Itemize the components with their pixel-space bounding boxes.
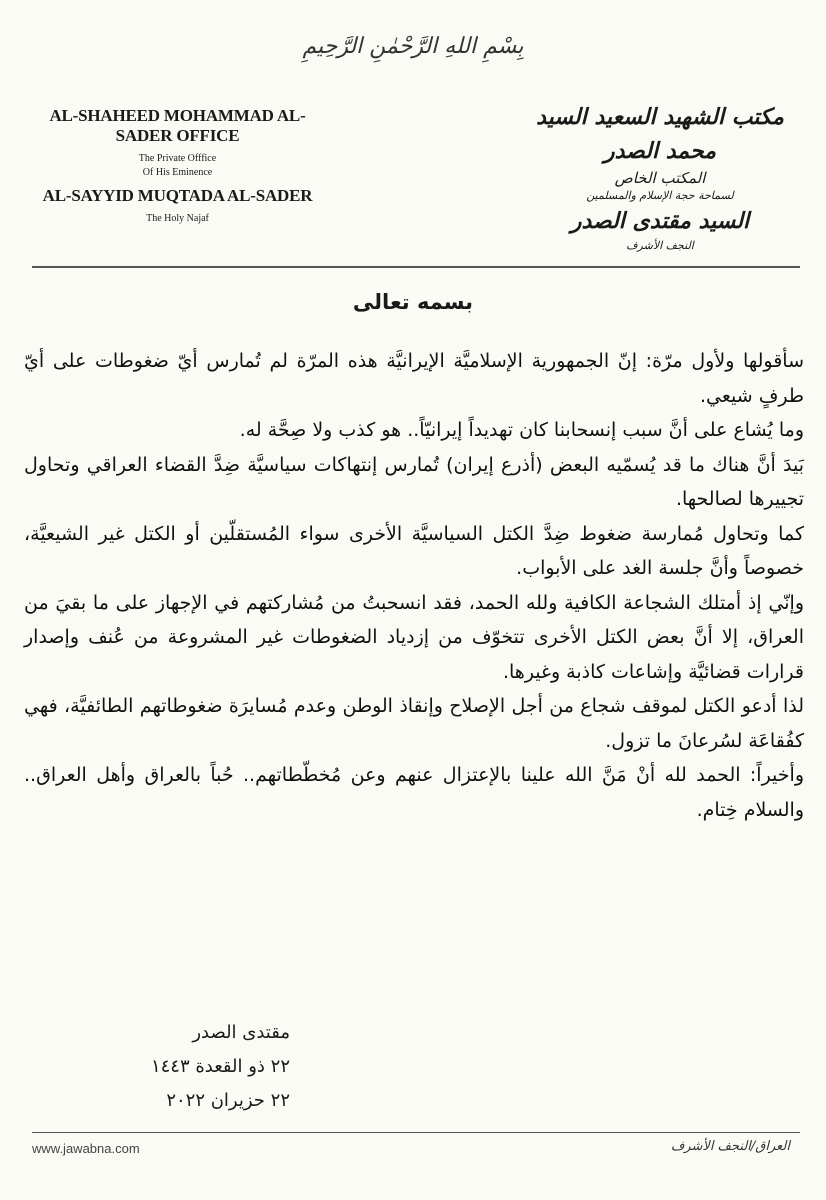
basmala-calligraphy: بِسْمِ اللهِ الرَّحْمٰنِ الرَّحِيمِ [302,34,524,59]
header-divider [32,266,800,268]
office-name-en: AL-SHAHEED MOHAMMAD AL-SADER OFFICE [49,106,306,145]
city-en: The Holy Najaf [146,213,209,224]
paragraph: بَيدَ أنَّ هناك ما قد يُسمّيه البعض (أذرع إيران) تُمارس إنتهاكات سياسيَّة ضِدَّ القضاء العراقي وتحاول تجييرها لصالحها. [24,453,804,510]
private-office-en: The Private Offfice [138,153,217,164]
eminence-ar: لسماحة حجة الإسلام والمسلمين [586,189,734,202]
sayyid-name-ar: السيد مقتدى الصدر [570,208,750,234]
paragraph: لذا أدعو الكتل لموقف شجاع من أجل الإصلاح وإنقاذ الوطن وعدم مُسايرَة ضغوطاتهم الطائفيَّة، فهي كفُقاعَة لسُرعانَ ما تزول. [24,695,804,752]
footer-divider [32,1132,800,1133]
city-ar: النجف الأشرف [626,239,694,252]
letter-title: بسمه تعالى [352,290,474,314]
signatory-name: مقتدى الصدر [192,1022,290,1043]
paragraph: وما يُشاع على أنَّ سبب إنسحابنا كان تهديداً إيرانيّاً.. هو كذب ولا صِحَّة له. [239,419,804,441]
private-office-ar: المكتب الخاص [614,169,706,187]
paragraph: سأقولها ولأول مرّة: إنّ الجمهورية الإسلاميَّة الإيرانيَّة هذه المرّة لم تُمارس أيّ ضغوطات على أيّ طرفٍ شيعي. [24,350,804,407]
hijri-date: ٢٢ ذو القعدة ١٤٤٣ [150,1056,290,1077]
arabic-letterhead [520,100,800,254]
office-name-ar: مكتب الشهيد السعيد السيد محمد الصدر [536,104,784,164]
signature-block [60,1016,290,1118]
english-letterhead [30,106,325,226]
paragraph: كما وتحاول مُمارسة ضغوط ضِدَّ الكتل السياسيَّة الأخرى سواء المُستقلّين أو الكتل غير الشيعيَّة، خصوصاً وأنَّ جلسة الغد على الأبواب. [24,522,804,579]
sayyid-name-en: AL-SAYYID MUQTADA AL-SADER [42,186,313,205]
gregorian-date: ٢٢ حزيران ٢٠٢٢ [166,1090,290,1111]
letter-body [24,344,804,827]
paragraph: وإنّي إذ أمتلك الشجاعة الكافية ولله الحمد، فقد انسحبتُ من مُشاركتهم في الإجهاز على ما بقيَ من العراق، إلا أنَّ بعض الكتل الأخرى تتخوّف من إزدياد الضغوطات غير المشروعة من عُنف وإصدار قرارات قضائيَّة وإشاعات كاذبة وغيرها. [24,591,804,683]
eminence-en: Of His Eminence [142,167,213,178]
website-link[interactable]: www.jawabna.com [32,1141,140,1156]
footer-place: العراق/النجف الأشرف [670,1139,790,1154]
paragraph: وأخيراً: الحمد لله أنْ مَنَّ الله علينا بالإعتزال عنهم وعن مُخطّطاتهم.. حُباً بالعراق وأهل العراق.. والسلام خِتام. [24,764,804,821]
